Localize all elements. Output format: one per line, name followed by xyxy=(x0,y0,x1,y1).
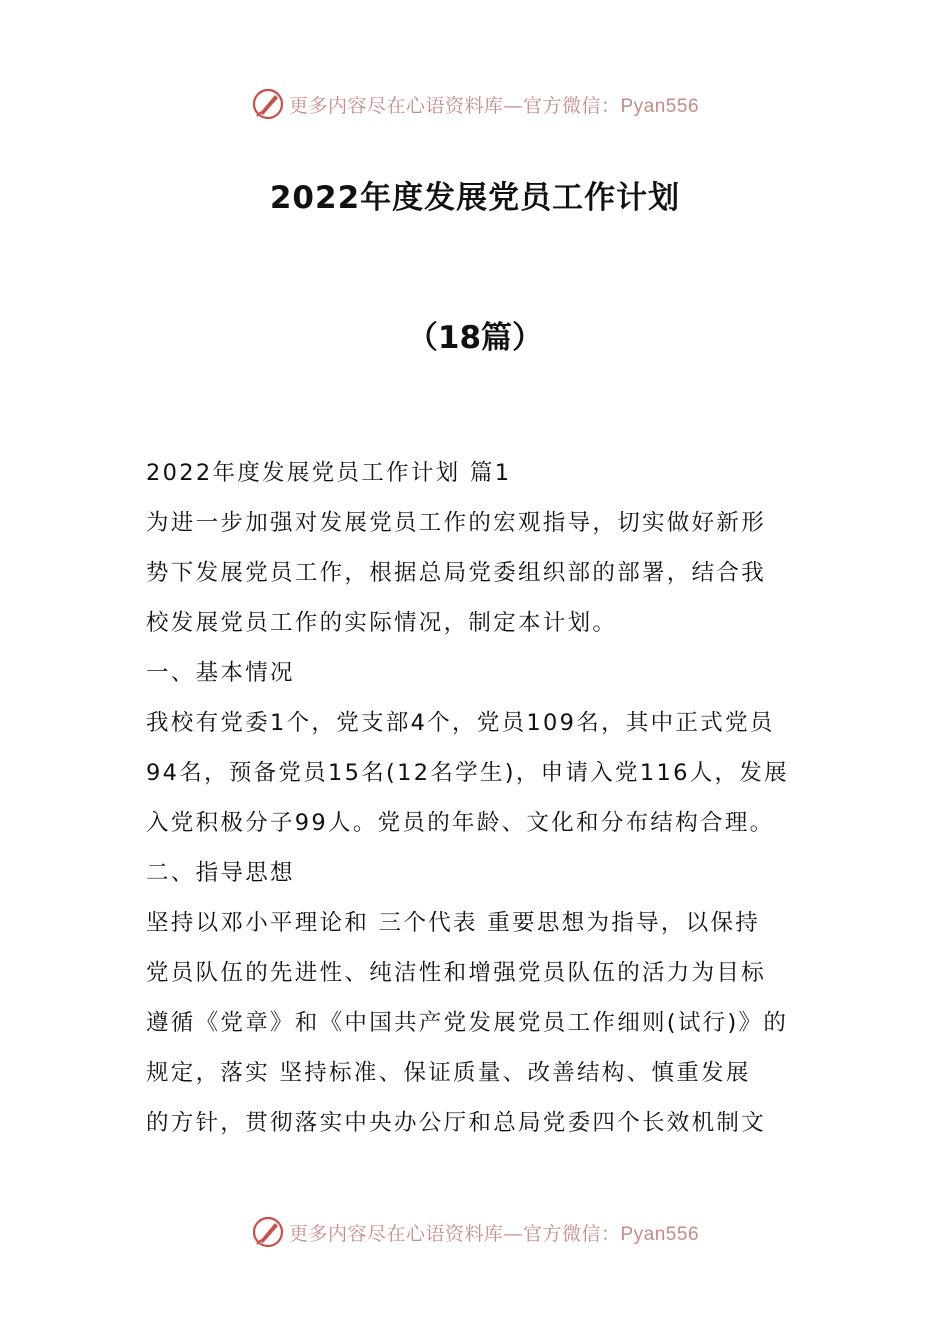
paragraph-line: 我校有党委1个，党支部4个，党员109名，其中正式党员 xyxy=(146,710,775,736)
watermark-id: Pyan556 xyxy=(620,1223,700,1245)
watermark-header xyxy=(0,84,950,124)
document-title: 2022年度发展党员工作计划 xyxy=(269,180,681,216)
quill-logo-icon xyxy=(251,1215,285,1249)
document-subtitle: （18篇） xyxy=(406,320,544,356)
watermark-id: Pyan556 xyxy=(620,95,700,117)
paragraph-line: 规定，落实 坚持标准、保证质量、改善结构、慎重发展 xyxy=(146,1060,751,1086)
paragraph-line: 遵循《党章》和《中国共产党发展党员工作细则(试行)》的 xyxy=(146,1010,789,1036)
section-heading: 一、基本情况 xyxy=(146,660,295,686)
paragraph-line: 党员队伍的先进性、纯洁性和增强党员队伍的活力为目标 xyxy=(146,960,767,986)
paragraph-line: 入党积极分子99人。党员的年龄、文化和分布结构合理。 xyxy=(146,810,775,836)
paragraph-line: 校发展党员工作的实际情况，制定本计划。 xyxy=(146,610,618,636)
document-body xyxy=(146,448,808,1148)
section-heading: 2022年度发展党员工作计划 篇1 xyxy=(146,460,512,486)
quill-logo-icon xyxy=(251,87,285,121)
paragraph-line: 势下发展党员工作，根据总局党委组织部的部署，结合我 xyxy=(146,560,767,586)
watermark-footer xyxy=(0,1212,950,1252)
paragraph-line: 的方针，贯彻落实中央办公厅和总局党委四个长效机制文 xyxy=(146,1110,767,1136)
watermark-text: 更多内容尽在心语资料库—官方微信：Pyan556 xyxy=(288,94,700,117)
paragraph-line: 为进一步加强对发展党员工作的宏观指导，切实做好新形 xyxy=(146,510,767,536)
watermark-text: 更多内容尽在心语资料库—官方微信：Pyan556 xyxy=(288,1222,700,1245)
paragraph-line: 94名，预备党员15名(12名学生)，申请入党116人，发展 xyxy=(146,760,789,786)
paragraph-line: 坚持以邓小平理论和 三个代表 重要思想为指导，以保持 xyxy=(146,910,761,936)
section-heading: 二、指导思想 xyxy=(146,860,295,886)
